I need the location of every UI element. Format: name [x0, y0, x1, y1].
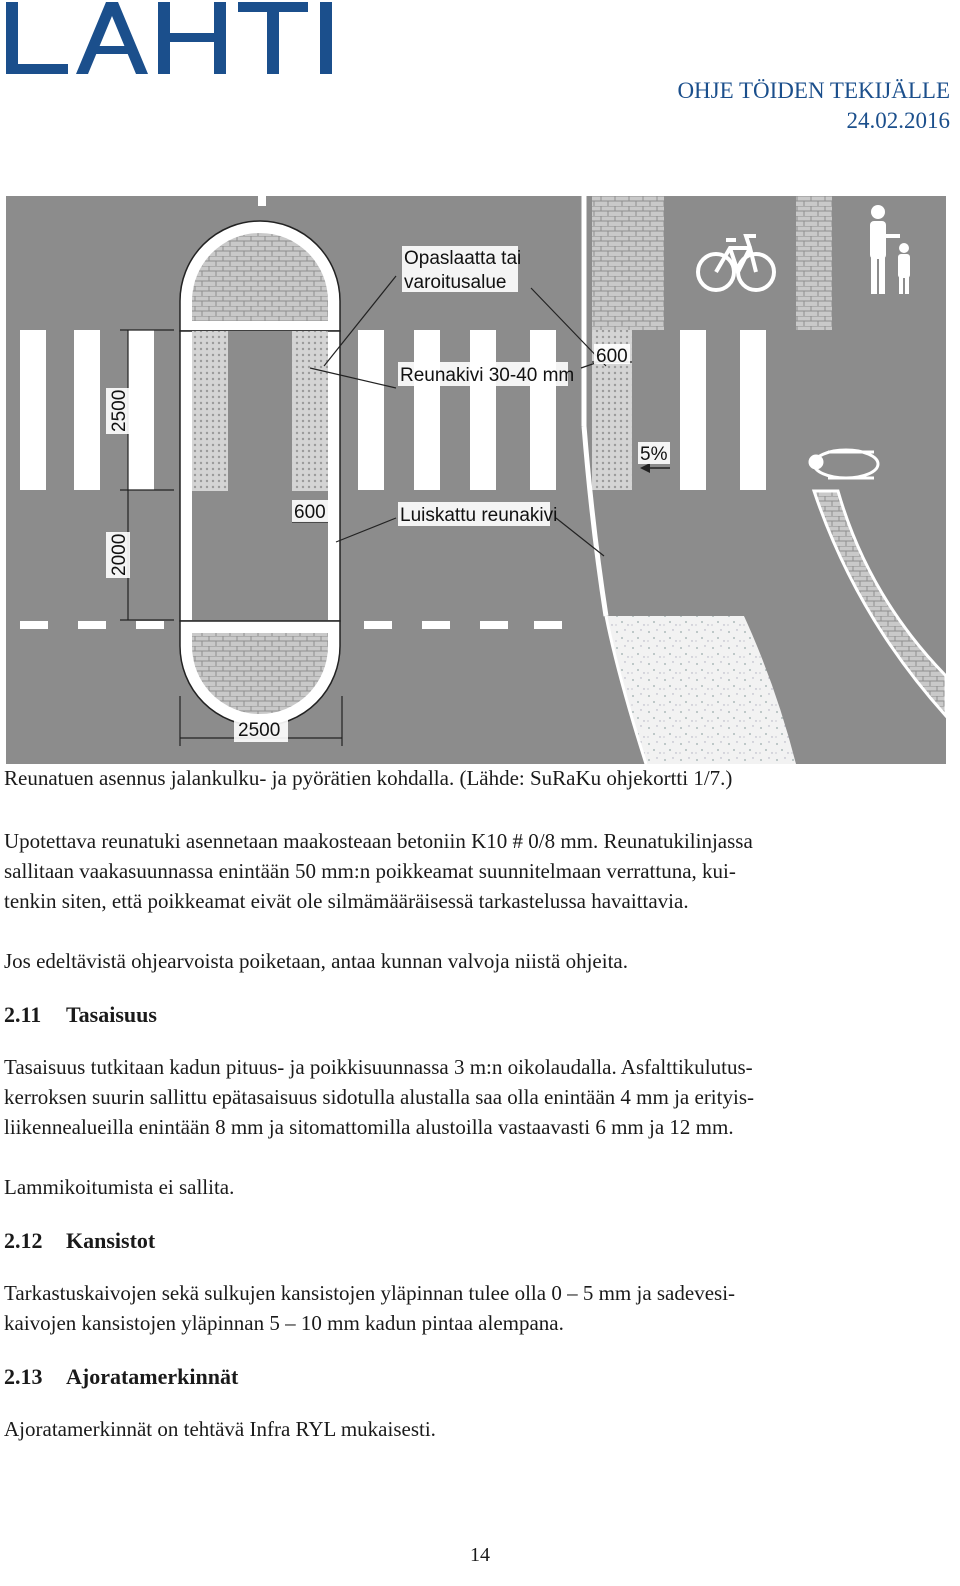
- document-header: [677, 76, 950, 136]
- p3-line2: kerroksen suurin sallittu epätasaisuus sidotulla alustalla saa olla enintään 4 mm ja erityis-: [4, 1085, 754, 1109]
- heading-2-11-title: Tasaisuus: [66, 1002, 157, 1027]
- label-opaslaatta: Opaslaatta tai: [404, 248, 522, 269]
- heading-2-12-number: 2.12: [4, 1228, 43, 1253]
- p3-line1: Tasaisuus tutkitaan kadun pituus- ja poikkisuunnassa 3 m:n oikolaudalla. Asfalttikulutus-: [4, 1055, 753, 1079]
- p5-line1: Tarkastuskaivojen sekä sulkujen kansistojen yläpinnan tulee olla 0 – 5 mm ja sadevesi-: [4, 1281, 736, 1305]
- paragraph-deviation: Jos edeltävistä ohjearvoista poiketaan, antaa kunnan valvoja niistä ohjeita.: [4, 949, 628, 973]
- paragraph-curb-installation: [4, 826, 944, 916]
- label-dim-600-left: 600: [294, 502, 326, 523]
- warning-strip-right: [592, 196, 664, 330]
- p1-line3: tenkin siten, että poikkeamat eivät ole silmämääräisessä tarkastelussa havaittavia.: [4, 889, 689, 913]
- p3-line3: liikennealueilla enintään 8 mm ja sitomattomilla alustoilla vastaavasti 6 mm ja 12 mm.: [4, 1115, 734, 1139]
- figure-caption: Reunatuen asennus jalankulku- ja pyörätien kohdalla. (Lähde: SuRaKu ohjekortti 1/7.): [4, 766, 733, 790]
- label-varoitusalue: varoitusalue: [404, 272, 507, 293]
- heading-2-12-title: Kansistot: [66, 1228, 156, 1253]
- page-number: 14: [470, 1544, 490, 1566]
- sidewalk-brick-strip: [796, 196, 832, 330]
- document-date: 24.02.2016: [846, 108, 950, 133]
- curb-installation-figure: [6, 196, 946, 764]
- traffic-island: [180, 221, 340, 726]
- label-dim-2500-vertical: 2500: [109, 389, 130, 432]
- paragraph-evenness: [4, 1052, 944, 1142]
- label-reunakivi: Reunakivi 30-40 mm: [400, 365, 575, 386]
- heading-2-12: [4, 1228, 155, 1254]
- p1-line2: sallitaan vaakasuunnassa enintään 50 mm:n poikkeamat suunnitelmaan verrattuna, kui-: [4, 859, 736, 883]
- label-dim-2000-vertical: 2000: [109, 533, 130, 576]
- heading-2-13: [4, 1364, 238, 1390]
- paragraph-covers: [4, 1278, 944, 1338]
- label-dim-600-right: 600: [596, 346, 628, 367]
- p5-line2: kaivojen kansistojen yläpinnan 5 – 10 mm kadun pintaa alempana.: [4, 1311, 564, 1335]
- heading-2-11-number: 2.11: [4, 1002, 42, 1027]
- heading-2-13-title: Ajoratamerkinnät: [66, 1364, 239, 1389]
- lahti-logo: [6, 2, 336, 78]
- label-dim-2500-horizontal: 2500: [238, 720, 281, 741]
- paragraph-puddling: Lammikoitumista ei sallita.: [4, 1175, 235, 1199]
- p1-line1: Upotettava reunatuki asennetaan maakosteaan betoniin K10 # 0/8 mm. Reunatukilinjassa: [4, 829, 753, 853]
- heading-2-11: [4, 1002, 157, 1028]
- heading-2-13-number: 2.13: [4, 1364, 43, 1389]
- document-title: OHJE TÖIDEN TEKIJÄLLE: [677, 78, 950, 103]
- paragraph-road-markings: Ajoratamerkinnät on tehtävä Infra RYL mukaisesti.: [4, 1417, 436, 1441]
- wheelchair-icon: [810, 450, 878, 478]
- label-slope: 5%: [640, 444, 668, 465]
- label-luiskattu: Luiskattu reunakivi: [400, 505, 558, 526]
